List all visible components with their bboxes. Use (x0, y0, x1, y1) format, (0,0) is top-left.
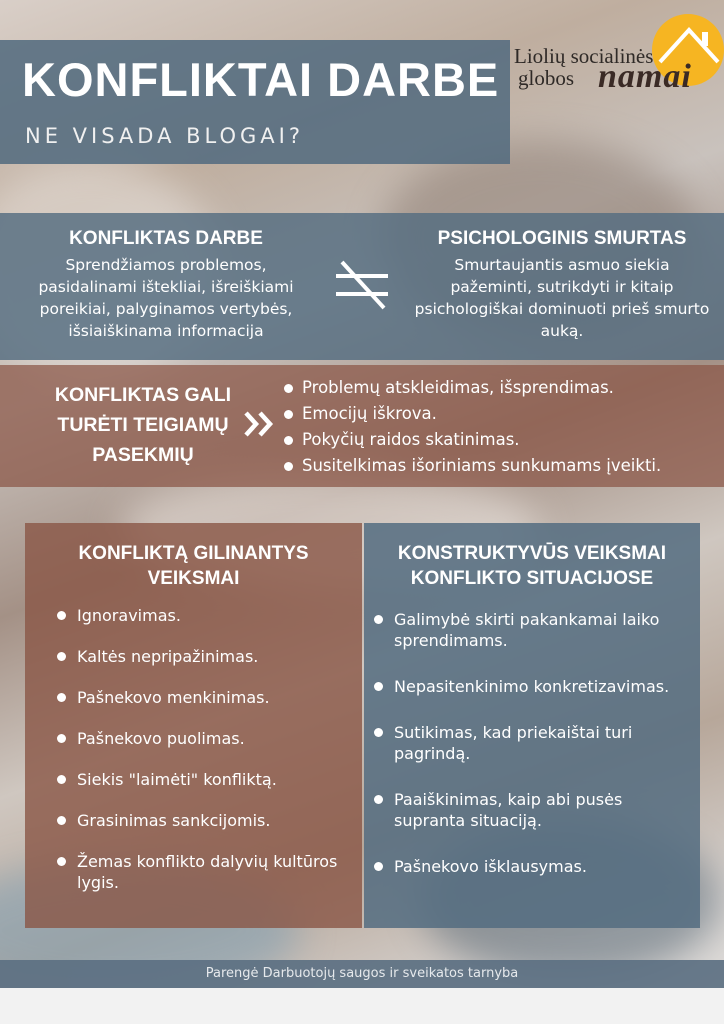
violence-definition (412, 228, 712, 342)
double-chevron-right-icon (242, 409, 276, 439)
list-item: Pašnekovo menkinimas. (55, 687, 345, 708)
list-item: Emocijų iškrova. (282, 401, 661, 427)
list-item: Galimybė skirti pakankamai laiko sprendimams. (372, 609, 692, 651)
not-equal-icon (332, 258, 392, 312)
bottom-margin (0, 988, 724, 1024)
list-item: Kaltės nepripažinimas. (55, 646, 345, 667)
violence-heading: PSICHOLOGINIS SMURTAS (437, 228, 687, 249)
title-banner (0, 40, 510, 164)
deepening-actions-panel (25, 523, 362, 928)
logo-text-accent: namai (598, 58, 692, 95)
page-title: KONFLIKTAI DARBE (22, 53, 500, 106)
list-item: Grasinimas sankcijomis. (55, 810, 345, 831)
list-item: Siekis "laimėti" konfliktą. (55, 769, 345, 790)
constructive-actions-panel (364, 523, 700, 928)
page-subtitle: NE VISADA BLOGAI? (25, 124, 305, 148)
list-item: Sutikimas, kad priekaištai turi pagrindą. (372, 722, 692, 764)
deepening-heading-line: VEIKSMAI (147, 568, 240, 589)
deepening-heading (25, 541, 362, 591)
organization-logo (510, 0, 724, 120)
violence-description: Smurtaujantis asmuo siekia pažeminti, sutrikdyti ir kitaip psichologiškai dominuoti prieš smurto auką. (414, 256, 710, 340)
positive-heading-line: TURĖTI TEIGIAMŲ (57, 414, 229, 436)
deepening-heading-line: KONFLIKTĄ GILINANTYS (78, 543, 309, 564)
constructive-list (372, 609, 692, 902)
constructive-heading-line: KONSTRUKTYVŪS VEIKSMAI (397, 543, 667, 564)
list-item: Nepasitenkinimo konkretizavimas. (372, 676, 692, 697)
list-item: Ignoravimas. (55, 605, 345, 626)
logo-text-line2: globos (518, 66, 575, 90)
constructive-heading (364, 541, 700, 591)
positive-heading-line: PASEKMIŲ (92, 444, 194, 466)
list-item: Pašnekovo puolimas. (55, 728, 345, 749)
footer-credit: Parengė Darbuotojų saugos ir sveikatos tarnyba (205, 966, 519, 981)
positive-heading (28, 380, 258, 470)
footer-bar (0, 960, 724, 988)
deepening-list (55, 605, 345, 913)
list-item: Žemas konflikto dalyvių kultūros lygis. (55, 851, 345, 893)
conflict-description: Sprendžiamos problemos, pasidalinami ištekliai, išreiškiami poreikiai, palyginamos vertybės, išsiaiškinama informacija (38, 256, 294, 340)
conflict-heading: KONFLIKTAS DARBE (69, 228, 263, 249)
list-item: Pokyčių raidos skatinimas. (282, 427, 661, 453)
list-item: Paaiškinimas, kaip abi pusės supranta situaciją. (372, 789, 692, 831)
list-item: Problemų atskleidimas, išsprendimas. (282, 375, 661, 401)
list-item: Pašnekovo išklausymas. (372, 856, 692, 877)
conflict-definition (20, 228, 312, 342)
positive-heading-line: KONFLIKTAS GALI (54, 384, 232, 406)
constructive-heading-line: KONFLIKTO SITUACIJOSE (410, 568, 654, 589)
list-item: Susitelkimas išoriniams sunkumams įveikti. (282, 453, 661, 479)
logo-text-line1: Liolių socialinės (514, 44, 654, 68)
positive-list (282, 375, 661, 479)
